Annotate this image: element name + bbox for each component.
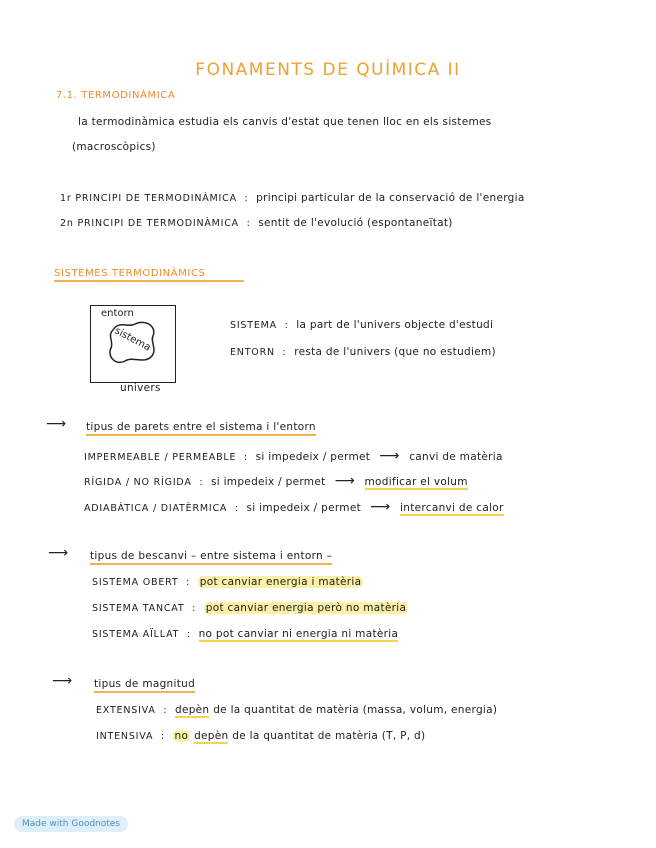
walls-row-1-result: canvi de matèria bbox=[409, 451, 503, 463]
colon: : bbox=[159, 705, 172, 716]
exchange-row-3-term: SISTEMA AÏLLAT bbox=[92, 629, 180, 640]
magnitudes-row-1-text: de la quantitat de matèria (massa, volum, energia) bbox=[213, 704, 498, 716]
diagram-label-entorn: entorn bbox=[101, 308, 134, 319]
exchange-row-2 bbox=[92, 602, 408, 614]
colon: : bbox=[183, 629, 195, 640]
colon: : bbox=[188, 603, 200, 614]
colon: : bbox=[280, 320, 293, 331]
definition-sistema-term: SISTEMA bbox=[230, 320, 277, 331]
walls-heading: tipus de parets entre el sistema i l'entorn bbox=[86, 421, 316, 436]
exchange-row-3 bbox=[92, 628, 398, 640]
walls-row-1 bbox=[84, 448, 503, 464]
magnitudes-row-1 bbox=[96, 704, 497, 716]
arrow-right-icon: ⟶ bbox=[373, 448, 406, 464]
arrow-right-icon: ⟶ bbox=[46, 416, 67, 432]
definition-entorn-text: resta de l'univers (que no estudiem) bbox=[294, 346, 496, 358]
colon: : bbox=[240, 452, 252, 463]
walls-row-3-result: intercanvi de calor bbox=[400, 502, 504, 514]
arrow-right-icon: ⟶ bbox=[52, 673, 73, 689]
arrow-right-icon: ⟶ bbox=[48, 545, 69, 561]
walls-row-2-cond: si impedeix / permet bbox=[210, 476, 326, 488]
principle-1 bbox=[60, 192, 525, 204]
section-heading-sistemes: SISTEMES TERMODINÀMICS bbox=[54, 268, 244, 282]
goodnotes-watermark: Made with Goodnotes bbox=[14, 816, 128, 832]
walls-row-1-cond: si impedeix / permet bbox=[255, 451, 371, 463]
diagram-label-sistema: sistema bbox=[112, 325, 153, 354]
magnitudes-row-2-text: de la quantitat de matèria (T, P, d) bbox=[232, 730, 426, 742]
exchange-row-1 bbox=[92, 576, 363, 588]
colon: : bbox=[278, 347, 291, 358]
walls-row-3-term: ADIABÀTICA / DIATÈRMICA bbox=[84, 503, 228, 514]
arrow-right-icon: ⟶ bbox=[329, 473, 361, 489]
magnitudes-heading: tipus de magnitud bbox=[94, 678, 195, 693]
exchange-row-1-term: SISTEMA OBERT bbox=[92, 577, 179, 588]
system-diagram bbox=[90, 305, 176, 383]
walls-row-1-term: IMPERMEABLE / PERMEABLE bbox=[84, 452, 237, 463]
walls-row-2-term: RÍGIDA / NO RÍGIDA bbox=[84, 477, 192, 488]
arrow-right-icon: ⟶ bbox=[364, 499, 397, 515]
definition-sistema-text: la part de l'univers objecte d'estudi bbox=[296, 319, 494, 331]
principle-2-name: 2n PRINCIPI DE TERMODINÀMICA bbox=[60, 218, 239, 229]
magnitudes-row-2-no: no bbox=[174, 730, 189, 742]
definition-sistema bbox=[230, 319, 493, 331]
walls-row-3 bbox=[84, 499, 504, 515]
colon: : bbox=[182, 577, 194, 588]
walls-row-2-result: modificar el volum bbox=[364, 476, 468, 488]
exchange-row-1-text: pot canviar energia i matèria bbox=[199, 576, 362, 588]
colon: : bbox=[240, 193, 253, 204]
principle-2-desc: sentit de l'evolució (espontaneïtat) bbox=[258, 217, 453, 229]
walls-row-3-cond: si impedeix / permet bbox=[246, 502, 362, 514]
definition-entorn-term: ENTORN bbox=[230, 347, 275, 358]
magnitudes-row-2-term: INTENSIVA bbox=[96, 731, 154, 742]
magnitudes-row-1-term: EXTENSIVA bbox=[96, 705, 156, 716]
exchange-row-3-text: no pot canviar ni energia ni matèria bbox=[198, 628, 399, 640]
magnitudes-row-1-dep: depèn bbox=[174, 704, 210, 716]
magnitudes-row-2 bbox=[96, 730, 425, 742]
exchange-heading: tipus de bescanvi – entre sistema i entorn – bbox=[90, 550, 332, 565]
colon: : bbox=[242, 218, 255, 229]
exchange-row-2-text: pot canviar energia però no matèria bbox=[205, 602, 407, 614]
definition-entorn bbox=[230, 346, 496, 358]
page-title: FONAMENTS DE QUÍMICA II bbox=[195, 60, 461, 80]
magnitudes-row-2-dep: depèn bbox=[194, 730, 229, 742]
exchange-row-2-term: SISTEMA TANCAT bbox=[92, 603, 185, 614]
colon: : bbox=[231, 503, 243, 514]
intro-line-1: la termodinàmica estudia els canvis d'estat que tenen lloc en els sistemes bbox=[78, 116, 492, 128]
intro-line-2: (macroscòpics) bbox=[72, 141, 156, 153]
principle-2 bbox=[60, 217, 453, 229]
walls-row-2 bbox=[84, 473, 468, 489]
principle-1-name: 1r PRINCIPI DE TERMODINÀMICA bbox=[60, 193, 237, 204]
colon: : bbox=[195, 477, 208, 488]
diagram-label-univers: univers bbox=[120, 382, 161, 394]
colon: : bbox=[157, 731, 169, 742]
principle-1-desc: principi particular de la conservació de l'energia bbox=[256, 192, 525, 204]
section-heading-termodinamica: 7.1. TERMODINÀMICA bbox=[56, 90, 176, 101]
